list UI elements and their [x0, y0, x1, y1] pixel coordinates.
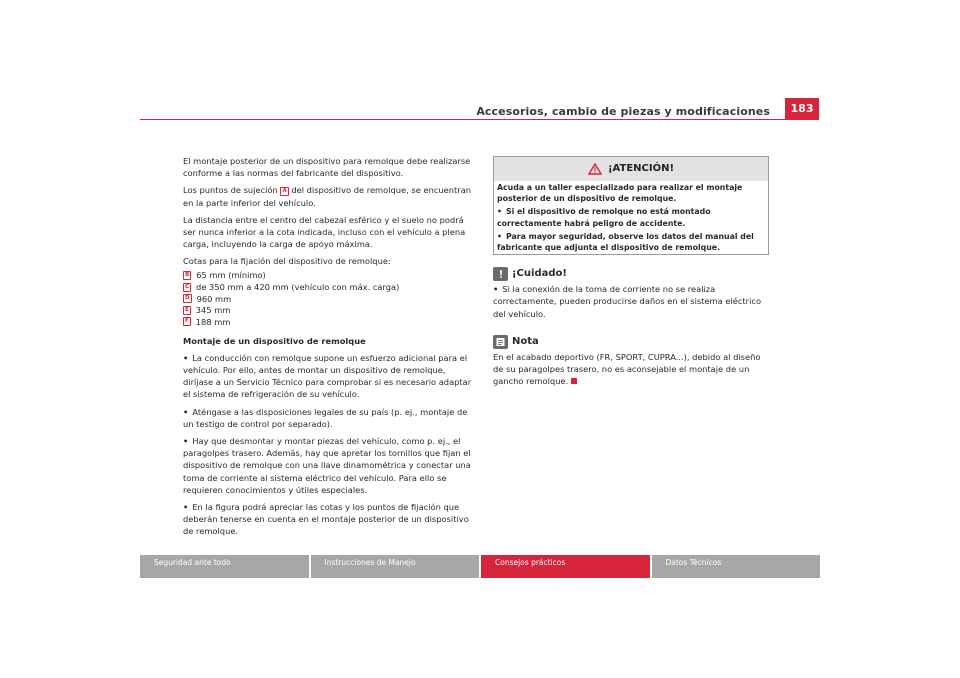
- bullet-text: Para mayor seguridad, observe los datos del manual del fabricante que adjunta el dispositivo de remolque.: [497, 231, 754, 253]
- bullet-icon: •: [493, 284, 499, 295]
- dimension-text: de 350 mm a 420 mm (vehículo con máx. carga): [196, 281, 400, 292]
- bullet-icon: •: [183, 502, 189, 513]
- footer-tab-datos[interactable]: Datos Técnicos: [652, 555, 821, 578]
- dimension-list: [183, 270, 473, 328]
- dimension-item: [183, 281, 473, 293]
- dimension-item: [183, 304, 473, 316]
- bullet-text: Aténgase a las disposiciones legales de su país (p. ej., montaje de un testigo de control por separado).: [183, 406, 468, 429]
- footer-tab-consejos[interactable]: Consejos prácticos: [481, 555, 650, 578]
- text: Los puntos de sujeción: [183, 185, 278, 196]
- paragraph: La distancia entre el centro del cabezal esférico y el suelo no podrá ser nunca inferior a la cota indicada, incluso con el vehículo a plena carga, incluyendo la carga de apoyo máxima.: [183, 214, 466, 250]
- bullet-item: [493, 283, 769, 320]
- end-marker-icon: [571, 378, 577, 384]
- bullet-icon: •: [183, 436, 189, 447]
- bullet-item: [183, 352, 473, 401]
- reference-marker: C: [185, 283, 190, 290]
- reference-marker: A: [282, 188, 287, 195]
- paragraph: El montaje posterior de un dispositivo para remolque debe realizarse conforme a las normas del fabricante del dispositivo.: [183, 156, 471, 179]
- reference-marker: D: [185, 295, 190, 302]
- warning-title: ¡ATENCIÓN!: [607, 162, 675, 174]
- header-rule: [140, 119, 819, 120]
- bullet-icon: •: [183, 406, 189, 417]
- bullet-text: Hay que desmontar y montar piezas del vehículo, como p. ej., el paragolpes trasero. Además, hay que apretar los tornillos que fijan el dispositivo de remolque con una llave dinamométrica y conectar una toma de corriente al sistema eléctrico del vehículo. Para ello se requieren conocimientos y útiles especiales.: [183, 436, 471, 495]
- dimension-text: 960 mm: [196, 293, 232, 304]
- footer-tab-instrucciones[interactable]: Instrucciones de Manejo: [311, 555, 480, 578]
- caution-text: Si la conexión de la toma de corriente no se realiza correctamente, pueden producirse daños en el sistema eléctrico del vehículo.: [493, 284, 762, 319]
- left-column: [183, 155, 473, 543]
- section-heading: Montaje de un dispositivo de remolque: [183, 335, 366, 346]
- note-icon: [493, 335, 508, 349]
- bullet-icon: •: [183, 352, 189, 363]
- caution-title: ¡Cuidado!: [512, 268, 567, 280]
- reference-marker: B: [185, 271, 190, 278]
- dimension-item: [183, 293, 473, 305]
- footer-nav: [140, 555, 820, 578]
- paragraph: Cotas para la fijación del dispositivo de remolque:: [183, 256, 391, 267]
- bullet-text: Si el dispositivo de remolque no está montado correctamente habrá peligro de accidente.: [497, 207, 711, 228]
- warning-body: [494, 181, 768, 254]
- warning-box: [493, 156, 769, 255]
- warning-triangle-icon: [588, 163, 602, 175]
- footer-tab-seguridad[interactable]: Seguridad ante todo: [140, 555, 309, 578]
- bullet-icon: •: [497, 231, 502, 241]
- dimension-text: 65 mm (mínimo): [196, 270, 266, 281]
- bullet-item: [183, 435, 473, 496]
- dimension-text: 188 mm: [195, 316, 231, 327]
- note-paragraph: [493, 351, 769, 388]
- note-header: [493, 333, 769, 351]
- bullet-text: En la figura podrá apreciar las cotas y los puntos de fijación que deberán tenerse en cuenta en el montaje posterior de un dispositivo de remolque.: [183, 502, 469, 537]
- warning-text: Acuda a un taller especializado para realizar el montaje posterior de un dispositivo de remolque.: [497, 183, 743, 204]
- bullet-item: [183, 406, 473, 430]
- warning-header: [494, 157, 768, 181]
- page-number: 183: [785, 98, 819, 119]
- bullet-icon: •: [497, 207, 502, 217]
- reference-marker: E: [185, 306, 189, 313]
- caution-header: [493, 265, 769, 283]
- right-column: [493, 156, 769, 387]
- dimension-text: 345 mm: [195, 305, 231, 316]
- text: del dispositivo de remolque, se encuentran en la parte inferior del vehículo.: [183, 185, 472, 208]
- exclamation-icon: [493, 267, 508, 281]
- note-text: En el acabado deportivo (FR, SPORT, CUPRA...), debido al diseño de su paragolpes trasero, no es aconsejable el montaje de un gancho remolque.: [493, 351, 761, 387]
- bullet-item: [183, 501, 473, 538]
- header-title: Accesorios, cambio de piezas y modificaciones: [476, 105, 770, 118]
- note-title: Nota: [512, 335, 539, 347]
- paragraph: [183, 184, 473, 208]
- reference-marker: F: [185, 318, 189, 325]
- dimension-item: [183, 316, 473, 328]
- bullet-text: La conducción con remolque supone un esfuerzo adicional para el vehículo. Por ello, antes de montar un dispositivo de remolque, diríjase a un Servicio Técnico para comprobar si es necesario adaptar el sistema de refrigeración de su vehículo.: [183, 352, 472, 400]
- dimension-item: [183, 270, 473, 282]
- bullet-item: [497, 231, 765, 253]
- bullet-item: [497, 206, 765, 228]
